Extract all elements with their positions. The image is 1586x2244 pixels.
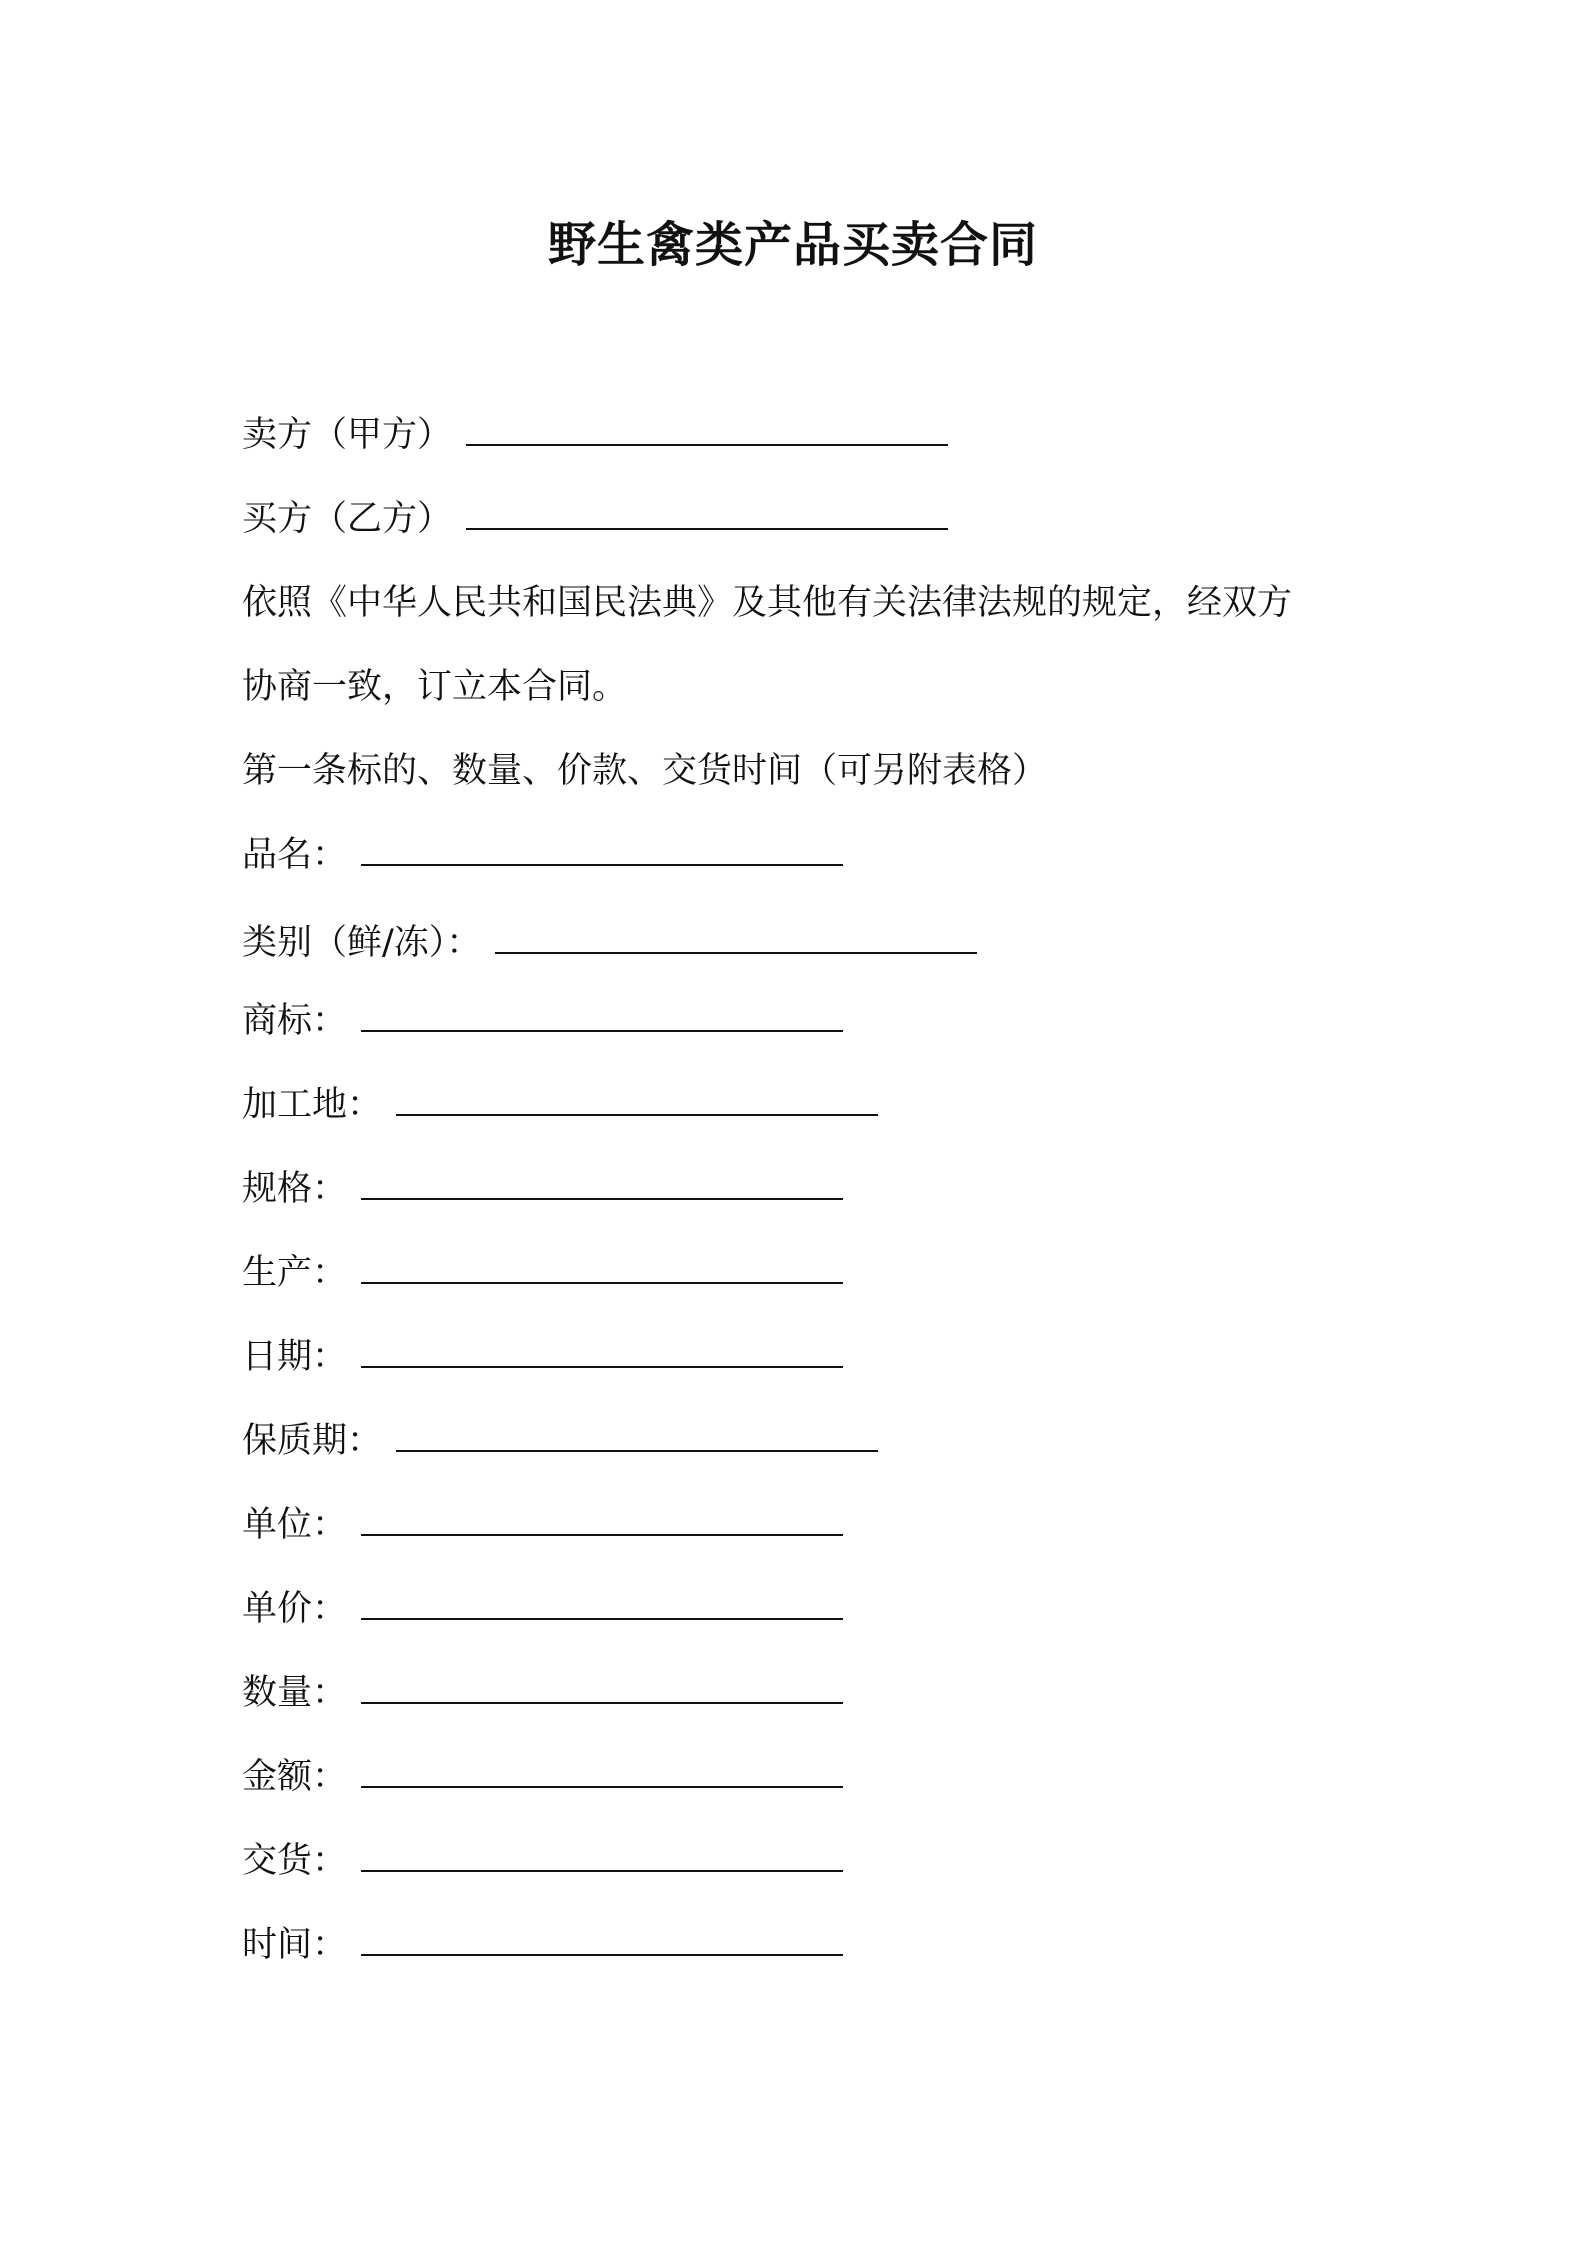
field-line-amount <box>242 1752 843 1802</box>
field-label: 规格： <box>242 1169 348 1209</box>
field-blank[interactable] <box>361 860 843 866</box>
field-blank[interactable] <box>361 1698 843 1704</box>
document-title: 野生禽类产品买卖合同 <box>547 217 1038 273</box>
field-blank[interactable] <box>396 1446 878 1452</box>
field-line-specification <box>242 1164 843 1214</box>
field-line-category <box>242 918 977 968</box>
field-label: 数量： <box>242 1673 348 1713</box>
field-label: 加工地： <box>242 1085 383 1125</box>
field-line-shelf-life <box>242 1416 878 1466</box>
preamble-line-2: 协商一致，订立本合同。 <box>242 667 628 707</box>
field-line-unit <box>242 1500 843 1550</box>
field-line-product-name <box>242 830 843 880</box>
field-label: 类别（鲜/冻）： <box>242 923 482 963</box>
article-1-heading: 第一条标的、数量、价款、交货时间（可另附表格） <box>242 751 1048 791</box>
field-label: 商标： <box>242 1001 348 1041</box>
field-line-processing-place <box>242 1080 878 1130</box>
seller-label: 卖方（甲方） <box>242 415 453 455</box>
field-label: 交货： <box>242 1841 348 1881</box>
field-label: 品名： <box>242 835 348 875</box>
preamble-line-1: 依照《中华人民共和国民法典》及其他有关法律法规的规定，经双方 <box>242 583 1293 623</box>
field-blank[interactable] <box>361 1278 843 1284</box>
buyer-party-line <box>242 494 948 544</box>
field-label: 时间： <box>242 1925 348 1965</box>
field-blank[interactable] <box>361 1782 843 1788</box>
buyer-blank[interactable] <box>466 524 948 530</box>
field-line-unit-price <box>242 1584 843 1634</box>
field-line-time <box>242 1920 843 1970</box>
field-line-date <box>242 1332 843 1382</box>
buyer-label: 买方（乙方） <box>242 499 453 539</box>
field-line-production <box>242 1248 843 1298</box>
field-blank[interactable] <box>361 1026 843 1032</box>
field-blank[interactable] <box>495 948 977 954</box>
field-blank[interactable] <box>361 1866 843 1872</box>
seller-blank[interactable] <box>466 440 948 446</box>
field-blank[interactable] <box>361 1950 843 1956</box>
field-label: 单价： <box>242 1589 348 1629</box>
field-line-delivery <box>242 1836 843 1886</box>
field-blank[interactable] <box>361 1614 843 1620</box>
field-blank[interactable] <box>396 1110 878 1116</box>
field-blank[interactable] <box>361 1194 843 1200</box>
field-line-trademark <box>242 996 843 1046</box>
field-blank[interactable] <box>361 1530 843 1536</box>
field-label: 保质期： <box>242 1421 383 1461</box>
seller-party-line <box>242 410 948 460</box>
field-blank[interactable] <box>361 1362 843 1368</box>
field-label: 金额： <box>242 1757 348 1797</box>
field-label: 生产： <box>242 1253 348 1293</box>
field-label: 日期： <box>242 1337 348 1377</box>
field-label: 单位： <box>242 1505 348 1545</box>
field-line-quantity <box>242 1668 843 1718</box>
